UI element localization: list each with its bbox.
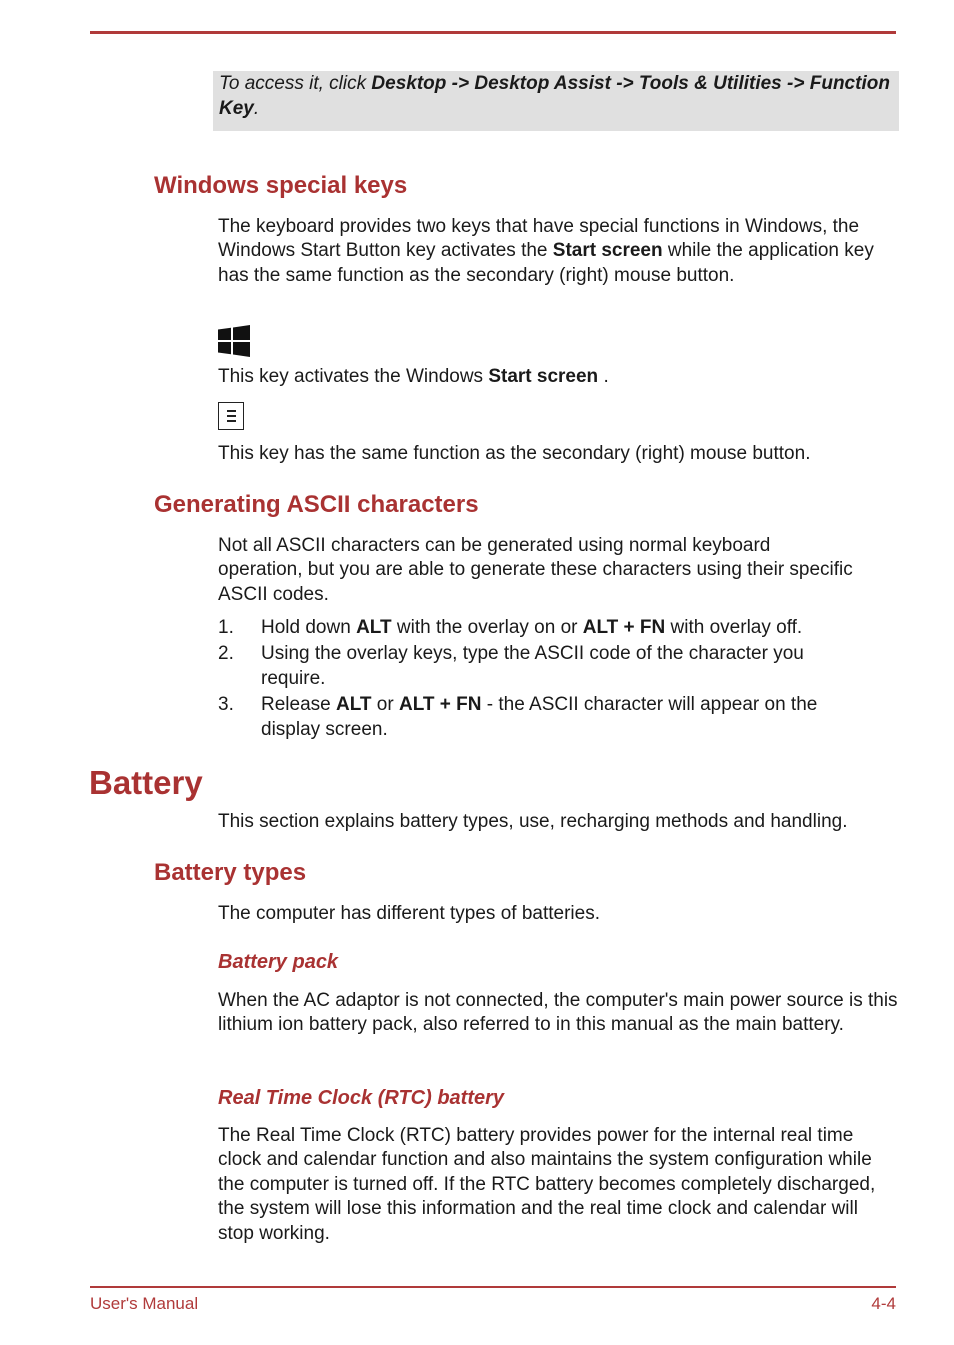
step-text: Release [261, 694, 336, 716]
windows-key-description [218, 365, 898, 389]
windows-keys-intro [218, 215, 898, 288]
application-key-icon [218, 402, 244, 430]
list-item [218, 693, 868, 742]
windows-logo-icon [218, 325, 250, 357]
generating-ascii-heading: Generating ASCII characters [154, 491, 479, 518]
ascii-intro: Not all ASCII characters can be generated using normal keyboard operation, but you are able to generate these characters using their specific ASCII codes. [218, 535, 853, 605]
windows-key-text-2: . [598, 366, 609, 387]
windows-key-text-bold: Start screen [488, 366, 599, 387]
windows-keys-intro-text-1: The keyboard provides two keys that have special functions in Windows, the Windows Start Button key activates the [218, 216, 860, 262]
rtc-battery-heading: Real Time Clock (RTC) battery [218, 1087, 505, 1109]
application-key-description: This key has the same function as the secondary (right) mouse button. [218, 443, 811, 464]
step-text: with overlay off. [665, 617, 803, 638]
windows-keys-intro-bold: Start screen [552, 240, 663, 262]
step-text: Using the overlay keys, type the ASCII code of the character you require. [261, 643, 804, 689]
battery-types-intro: The computer has different types of batteries. [218, 903, 600, 924]
step-key: ALT + FN [398, 694, 482, 716]
battery-pack-text: When the AC adaptor is not connected, the computer's main power source is this lithium ion battery pack, also referred to in this manual as the main battery. [218, 990, 898, 1036]
step-key: ALT [336, 694, 372, 716]
note-suffix: . [253, 98, 260, 119]
note-path: Desktop -> Desktop Assist -> Tools & Utilities -> Function Key [219, 73, 890, 119]
battery-types-heading: Battery types [154, 859, 307, 886]
windows-keys-intro-text-2: while the application key has the same function as the secondary (right) mouse button. [218, 240, 874, 286]
step-key: ALT [356, 617, 392, 638]
step-number: 3. [218, 694, 234, 716]
footer-page-number: 4-4 [871, 1294, 896, 1313]
battery-pack-heading: Battery pack [218, 951, 339, 973]
step-text: or [371, 694, 399, 716]
windows-special-keys-heading: Windows special keys [154, 172, 408, 199]
step-text: Hold down [261, 617, 357, 638]
step-number: 1. [218, 617, 234, 638]
step-text: - the ASCII character will appear on the display screen. [261, 694, 818, 740]
step-key: ALT + FN [582, 617, 666, 638]
footer-rule [90, 1286, 896, 1288]
access-note [213, 71, 899, 131]
header-rule [90, 31, 896, 34]
step-number: 2. [218, 643, 234, 665]
list-item [218, 642, 868, 691]
windows-key-text-1: This key activates the Windows [218, 366, 489, 387]
footer-manual-title: User's Manual [90, 1294, 199, 1313]
battery-heading: Battery [89, 764, 203, 801]
step-text: with the overlay on or [391, 617, 583, 638]
note-prefix: To access it, click [219, 73, 372, 94]
rtc-battery-text: The Real Time Clock (RTC) battery provides power for the internal real time clock and calendar function and also maintains the system configuration while the computer is turned off. If the RTC battery becomes completely discharged, the system will lose this information and the real time clock and calendar will stop working. [218, 1125, 876, 1244]
battery-intro: This section explains battery types, use, recharging methods and handling. [218, 811, 848, 832]
ascii-steps-list [218, 616, 868, 744]
list-item [218, 616, 868, 640]
